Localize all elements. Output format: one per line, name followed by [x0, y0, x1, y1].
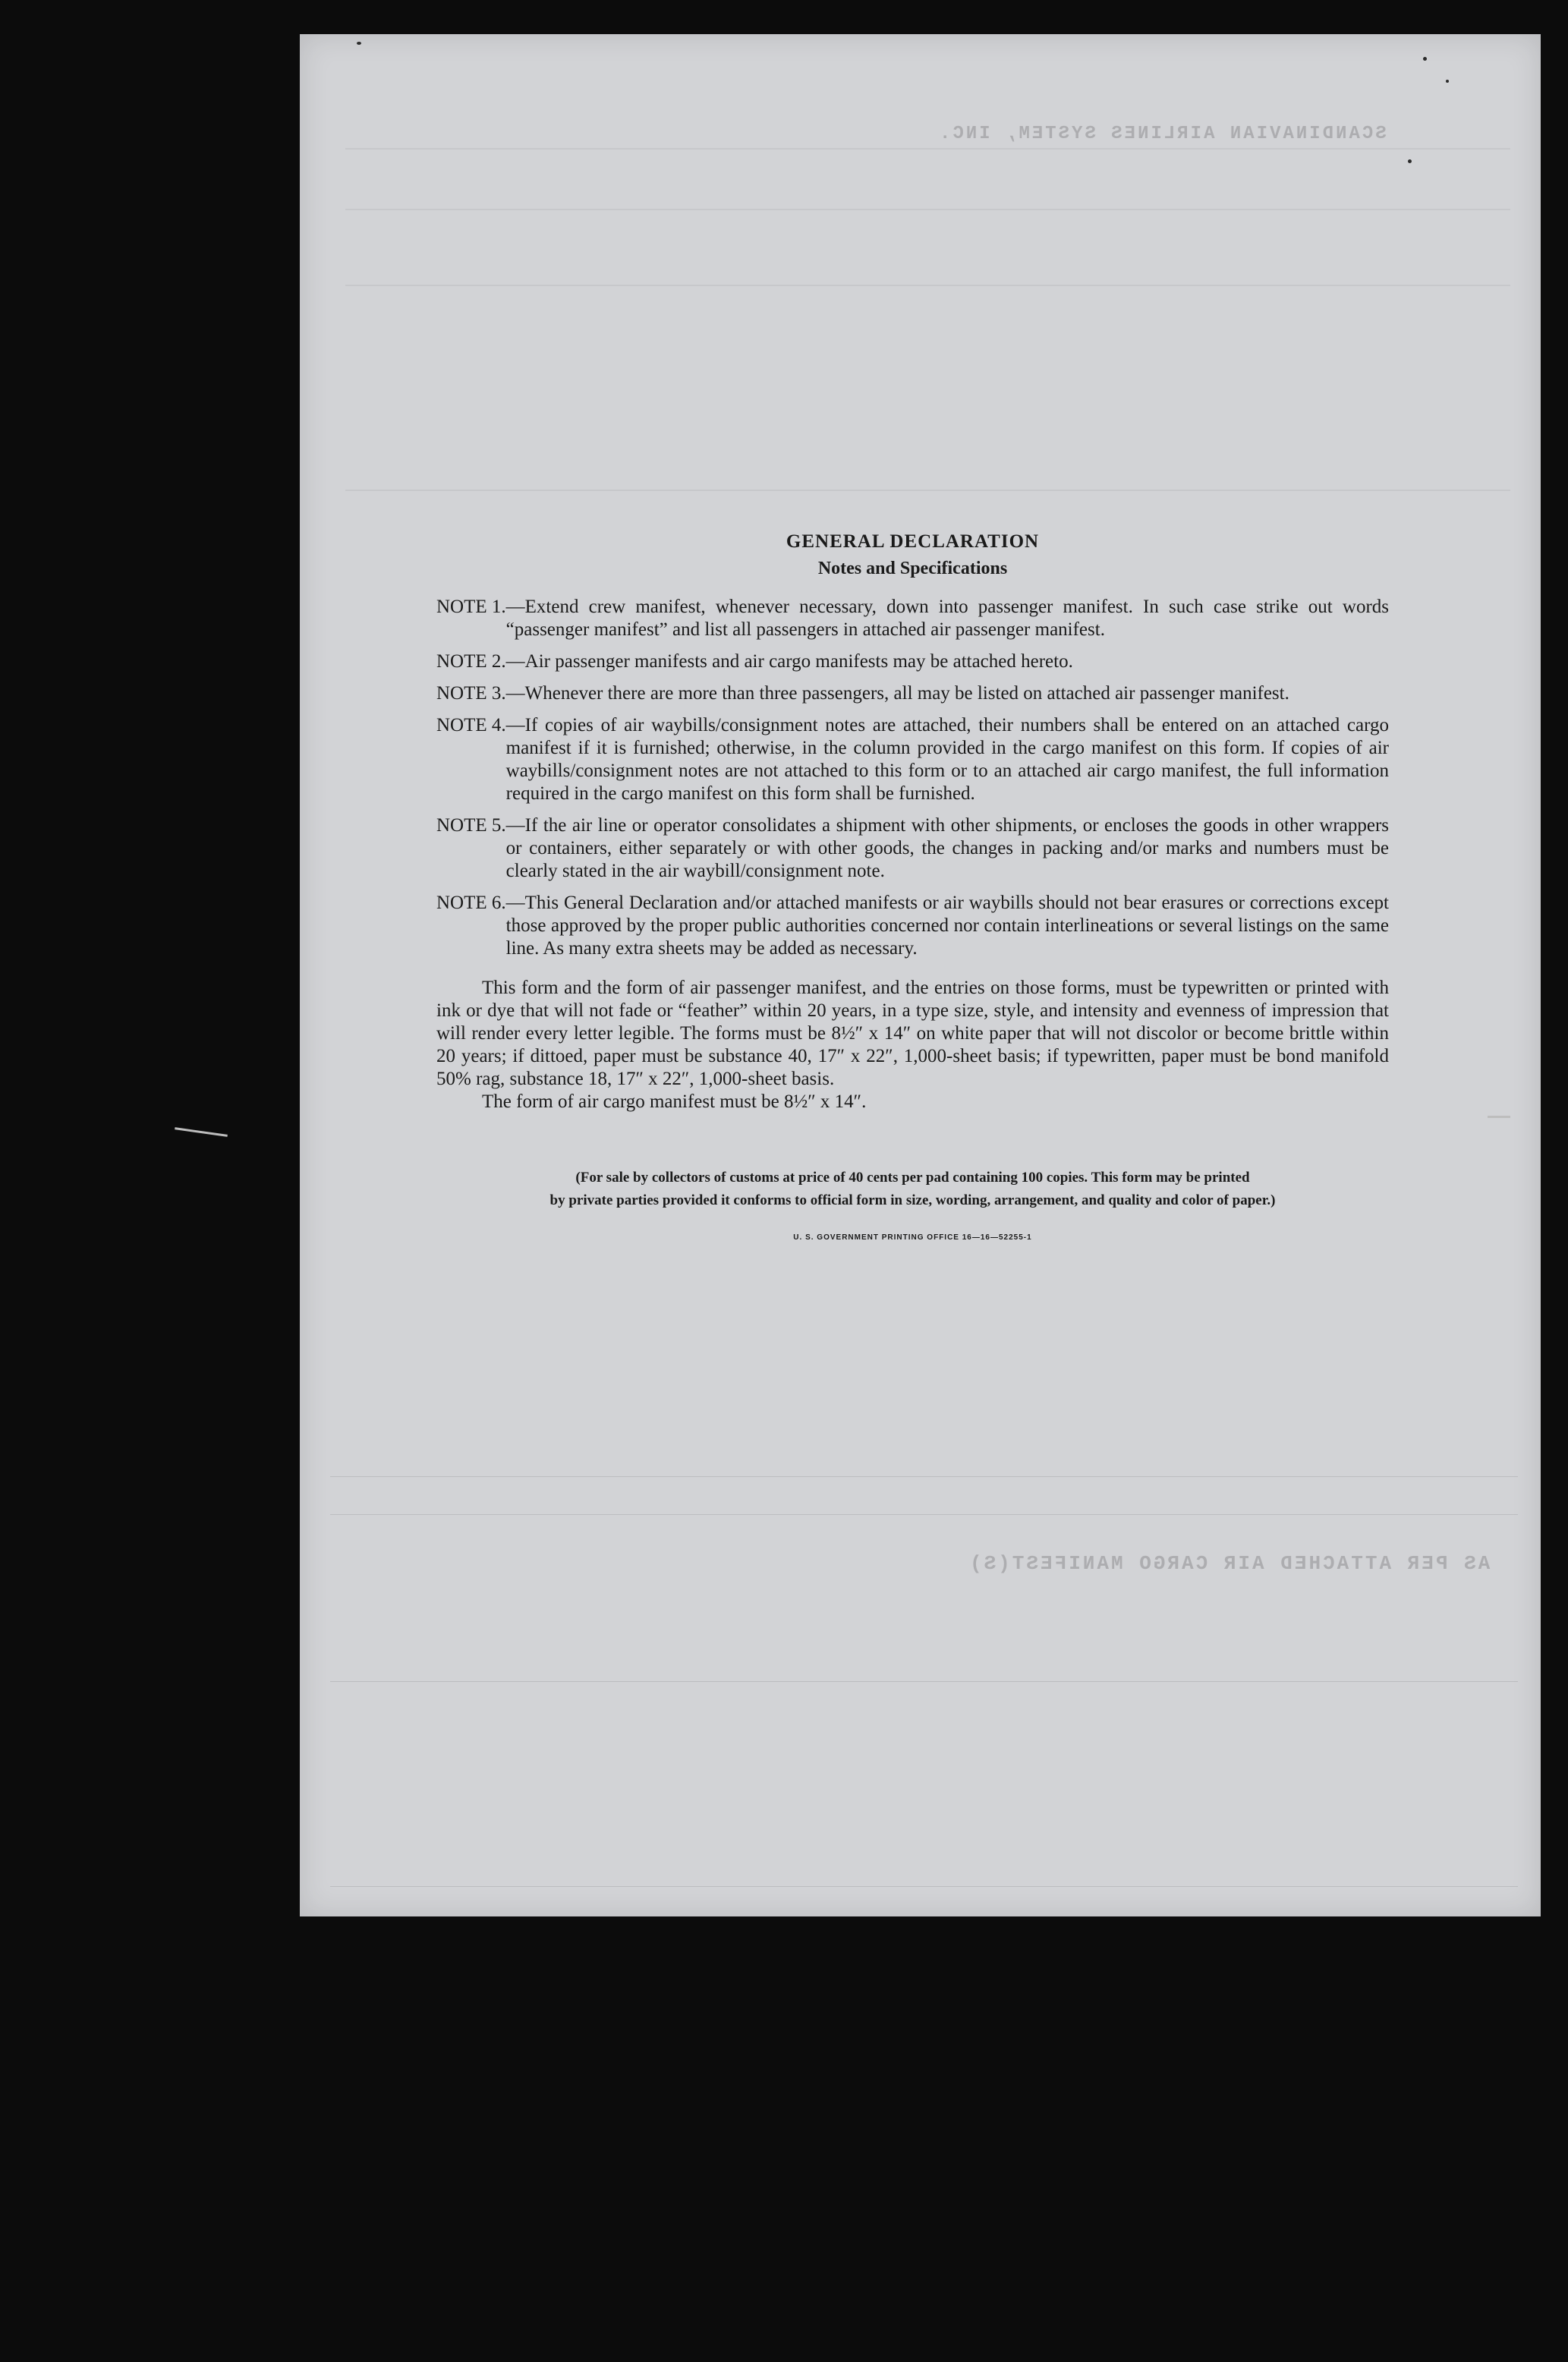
note-label: NOTE 5.: [436, 815, 506, 836]
scan-speck: [357, 42, 361, 45]
bleed-through-rule: [330, 1681, 1518, 1682]
note-text: —If copies of air waybills/consignment notes are attached, their numbers shall be entered on an attached cargo manifest if it is furnished; otherwise, in the column provided in the cargo manifest on this form. If copies of air waybills/consignment notes are not attached to this form or to an attached air cargo manifest, the full information required in the cargo manifest on this form shall be furnished.: [505, 715, 1389, 804]
document-title: GENERAL DECLARATION: [786, 531, 1040, 552]
document-subtitle: Notes and Specifications: [817, 559, 1008, 578]
form-specification-paragraph: This form and the form of air passenger manifest, and the entries on those forms, must be typewritten or printed with ink or dye that will not fade or “feather” within 20 years, in a type size, style, and intensity and evenness of impression that will render every letter legible. The forms must be 8½″ x 14″ on white paper that will not discolor or become brittle within 20 years; if dittoed, paper must be substance 40, 17″ x 22″, 1,000-sheet basis; if typewritten, paper must be bond manifold 50% rag, substance 18, 17″ x 22″, 1,000-sheet basis.: [436, 978, 1389, 1089]
sale-notice-line: by private parties provided it conforms to official form in size, wording, arrangement, and quality and color of paper.): [549, 1192, 1276, 1208]
note-label: NOTE 4.: [436, 715, 506, 735]
printing-office-imprint: U. S. GOVERNMENT PRINTING OFFICE 16—16—52255-1: [793, 1233, 1032, 1242]
bleed-through-rule: [345, 285, 1510, 286]
bleed-through-rule: [330, 1514, 1518, 1515]
bleed-through-text-cargo: AS PER ATTACHED AIR CARGO MANIFEST(S): [968, 1552, 1491, 1575]
bleed-through-rule: [330, 1476, 1518, 1477]
note-label: NOTE 1.: [436, 597, 506, 617]
scan-speck: [1446, 80, 1449, 83]
document-page: [300, 34, 1541, 1916]
cargo-size-paragraph: The form of air cargo manifest must be 8½″ x 14″.: [482, 1091, 867, 1112]
note-text: —If the air line or operator consolidates a shipment with other shipments, or encloses the goods in other wrappers or containers, either separately or with other goods, the changes in packing and/or marks and numbers must be clearly stated in the air waybill/consignment note.: [505, 815, 1389, 881]
bleed-through-rule: [345, 148, 1510, 150]
sale-notice: [436, 1167, 1389, 1212]
bleed-through-rule: [345, 209, 1510, 210]
note-4: [436, 714, 1389, 805]
note-5: [436, 814, 1389, 883]
edge-mark: [1488, 1116, 1510, 1118]
edge-mark: [175, 1127, 228, 1137]
note-text: —Extend crew manifest, whenever necessary, down into passenger manifest. In such case strike out words “passenger manifest” and list all passengers in attached air passenger manifest.: [505, 597, 1389, 640]
note-text: —This General Declaration and/or attached manifests or air waybills should not bear erasures or corrections except those approved by the proper public authorities concerned nor contain interlineations or several listings on the same line. As many extra sheets may be added as necessary.: [505, 893, 1389, 959]
note-label: NOTE 3.: [436, 683, 506, 704]
bleed-through-rule: [330, 1886, 1518, 1887]
bleed-through-text-carrier: SCANDINAVIAN AIRLINES SYSTEM, INC.: [937, 124, 1387, 144]
note-6: [436, 892, 1389, 960]
note-2: [436, 650, 1389, 673]
note-label: NOTE 6.: [436, 893, 506, 913]
bleed-through-rule: [345, 490, 1510, 491]
sale-notice-line: (For sale by collectors of customs at price of 40 cents per pad containing 100 copies. This form may be printed: [575, 1170, 1250, 1186]
note-label: NOTE 2.: [436, 651, 506, 672]
document-body: [436, 531, 1389, 1242]
note-3: [436, 682, 1389, 705]
note-1: [436, 596, 1389, 641]
note-text: —Air passenger manifests and air cargo manifests may be attached hereto.: [505, 651, 1073, 672]
scan-speck: [1408, 159, 1412, 163]
scan-speck: [1423, 57, 1427, 61]
note-text: —Whenever there are more than three passengers, all may be listed on attached air passenger manifest.: [505, 683, 1289, 704]
